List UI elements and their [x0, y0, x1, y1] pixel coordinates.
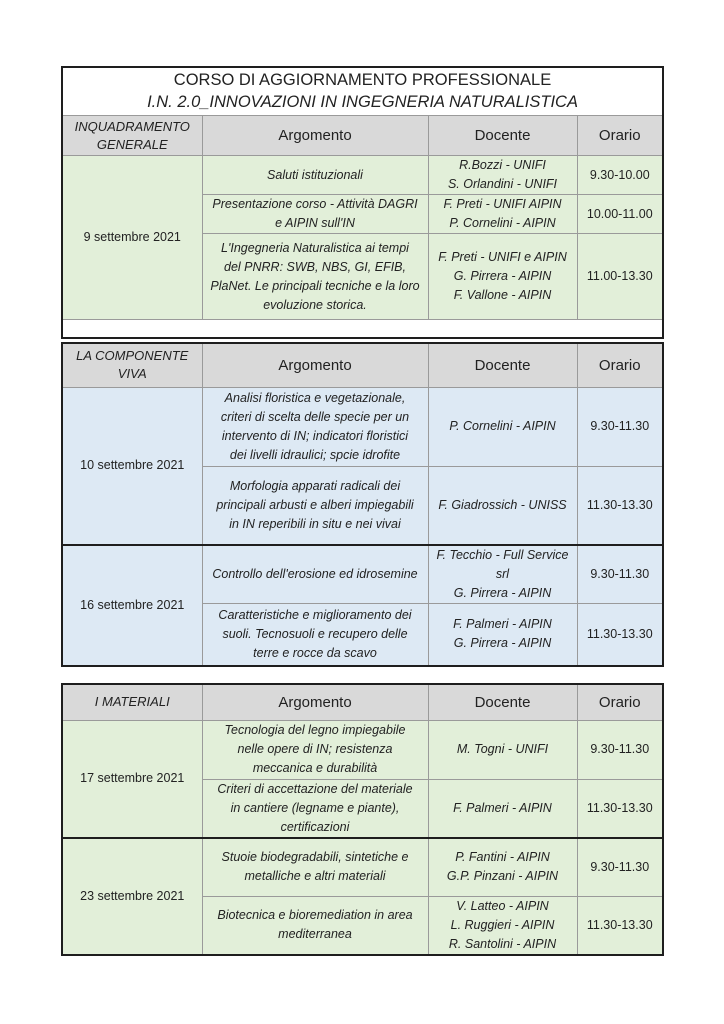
cell-text-line: P. Cornelini - AIPIN [449, 216, 556, 230]
table-row [62, 545, 663, 604]
cell-text-line: srl [495, 567, 510, 581]
cell-text-line: suoli. Tecnosuoli e recupero delle [222, 626, 408, 641]
cell-text-line: Controllo dell'erosione ed idrosemine [212, 567, 418, 581]
teacher-cell [428, 466, 577, 545]
cell-text-line: P. Fantini - AIPIN [455, 850, 550, 865]
teacher-cell [428, 838, 577, 896]
cell-text-line: G.P. Pinzani - AIPIN [446, 869, 559, 884]
teacher-cell [428, 387, 577, 466]
teacher-cell [428, 604, 577, 666]
cell-text-line: F. Palmeri - AIPIN [453, 800, 552, 815]
cell-text-line: principali arbusti e alberi impiegabili [216, 497, 414, 512]
day-date: 17 settembre 2021 [62, 720, 202, 838]
course-title-line2: I.N. 2.0_INNOVAZIONI IN INGEGNERIA NATURALISTICA [147, 93, 578, 111]
day-date: 23 settembre 2021 [62, 838, 202, 955]
time-cell: 11.30-13.30 [577, 604, 663, 666]
cell-text-line: F. Vallone - AIPIN [453, 288, 552, 302]
cell-text-line: Criteri di accettazione del materiale [217, 781, 413, 796]
cell-text-line: intervento di IN; indicatori floristici [221, 428, 409, 443]
cell-text-line: Biotecnica e bioremediation in area [217, 908, 413, 923]
cell-text-line: Saluti istituzionali [267, 167, 363, 182]
cell-text-line: F. Preti - UNIFI e AIPIN [438, 250, 567, 264]
table-row [62, 838, 663, 896]
cell-text-line: del PNRR: SWB, NBS, GI, EFIB, [224, 259, 406, 274]
header-docente: Docente [428, 116, 577, 156]
topic-cell [202, 896, 428, 955]
time-cell: 9.30-11.30 [577, 838, 663, 896]
teacher-cell [428, 545, 577, 604]
teacher-cell [428, 156, 577, 195]
cell-text-line: F. Giadrossich - UNISS [438, 497, 567, 512]
cell-text-line: L'Ingegneria Naturalistica ai tempi [221, 240, 409, 255]
cell-text-line: dei livelli idraulici; spcie idrofite [229, 447, 401, 462]
cell-text-line: e AIPIN sull'IN [275, 216, 355, 230]
schedule-table-materiali [61, 683, 664, 956]
header-argomento: Argomento [202, 343, 428, 387]
header-orario: Orario [577, 684, 663, 720]
cell-text-line: S. Orlandini - UNIFI [447, 177, 558, 191]
section-name-line2: VIVA [117, 366, 147, 382]
topic-cell [202, 604, 428, 666]
header-argomento: Argomento [202, 116, 428, 156]
cell-text-line: M. Togni - UNIFI [456, 742, 549, 756]
cell-text-line: Tecnologia del legno impiegabile [224, 723, 406, 737]
topic-cell [202, 545, 428, 604]
schedule-table-inquadramento [61, 66, 664, 339]
cell-text-line: Stuoie biodegradabili, sintetiche e [221, 850, 409, 865]
time-cell: 11.30-13.30 [577, 896, 663, 955]
section-name-line1: LA COMPONENTE [76, 348, 189, 364]
time-cell: 11.30-13.30 [577, 779, 663, 838]
section-name-line1: INQUADRAMENTO [74, 118, 190, 134]
topic-cell [202, 779, 428, 838]
cell-text-line: G. Pirrera - AIPIN [453, 269, 552, 283]
cell-text-line: meccanica e durabilità [252, 761, 378, 775]
header-orario: Orario [577, 116, 663, 156]
cell-text-line: L. Ruggieri - AIPIN [450, 917, 555, 932]
section-name [62, 116, 202, 156]
topic-cell [202, 195, 428, 234]
schedule-table-componente-viva [61, 342, 664, 667]
section-name-line2: GENERALE [96, 136, 168, 152]
cell-text-line: in cantiere (legname e piante), [230, 800, 400, 815]
cell-text-line: R. Santolini - AIPIN [448, 936, 557, 951]
time-cell: 9.30-11.30 [577, 720, 663, 779]
cell-text-line: Caratteristiche e miglioramento dei [218, 607, 412, 622]
table-row [62, 156, 663, 195]
teacher-cell [428, 896, 577, 955]
teacher-cell [428, 195, 577, 234]
table-row [62, 387, 663, 466]
cell-text-line: F. Tecchio - Full Service [436, 548, 569, 562]
teacher-cell [428, 720, 577, 779]
time-cell: 9.30-11.30 [577, 545, 663, 604]
cell-text-line: Analisi floristica e vegetazionale, [224, 390, 406, 405]
cell-text-line: certificazioni [280, 819, 350, 834]
cell-text-line: nelle opere di IN; resistenza [237, 742, 393, 756]
header-argomento: Argomento [202, 684, 428, 720]
time-cell: 11.30-13.30 [577, 466, 663, 545]
cell-text-line: V. Latteo - AIPIN [456, 898, 549, 913]
cell-text-line: Presentazione corso - Attività DAGRI [212, 197, 418, 211]
cell-text-line: R.Bozzi - UNIFI [459, 158, 546, 172]
cell-text-line: mediterranea [278, 927, 352, 942]
header-docente: Docente [428, 684, 577, 720]
cell-text-line: criteri di scelta delle specie per un [220, 409, 410, 424]
time-cell: 9.30-10.00 [577, 156, 663, 195]
section-name: I MATERIALI [62, 684, 202, 720]
header-docente: Docente [428, 343, 577, 387]
course-title [62, 67, 663, 116]
topic-cell [202, 466, 428, 545]
teacher-cell [428, 779, 577, 838]
cell-text-line: F. Palmeri - AIPIN [453, 617, 552, 632]
cell-text-line: terre e rocce da scavo [253, 645, 377, 660]
time-cell: 9.30-11.30 [577, 387, 663, 466]
teacher-cell [428, 234, 577, 320]
cell-text-line: Morfologia apparati radicali dei [229, 478, 401, 493]
day-date: 10 settembre 2021 [62, 387, 202, 545]
cell-text-line: PlaNet. Le principali tecniche e la loro [210, 278, 420, 293]
day-date: 9 settembre 2021 [62, 156, 202, 320]
header-orario: Orario [577, 343, 663, 387]
cell-text-line: G. Pirrera - AIPIN [453, 636, 552, 651]
section-name [62, 343, 202, 387]
time-cell: 10.00-11.00 [577, 195, 663, 234]
topic-cell [202, 387, 428, 466]
cell-text-line: F. Preti - UNIFI AIPIN [443, 197, 562, 211]
table-row [62, 720, 663, 779]
cell-text-line: G. Pirrera - AIPIN [453, 586, 552, 600]
topic-cell [202, 720, 428, 779]
cell-text-line: in IN reperibili in situ e nei vivai [229, 516, 401, 531]
topic-cell [202, 156, 428, 195]
cell-text-line: evoluzione storica. [263, 297, 367, 312]
spacer-row [62, 320, 663, 339]
time-cell: 11.00-13.30 [577, 234, 663, 320]
cell-text-line: P. Cornelini - AIPIN [449, 419, 556, 433]
course-title-line1: CORSO DI AGGIORNAMENTO PROFESSIONALE [173, 71, 552, 89]
cell-text-line: metalliche e altri materiali [244, 869, 386, 884]
topic-cell [202, 838, 428, 896]
topic-cell [202, 234, 428, 320]
day-date: 16 settembre 2021 [62, 545, 202, 666]
